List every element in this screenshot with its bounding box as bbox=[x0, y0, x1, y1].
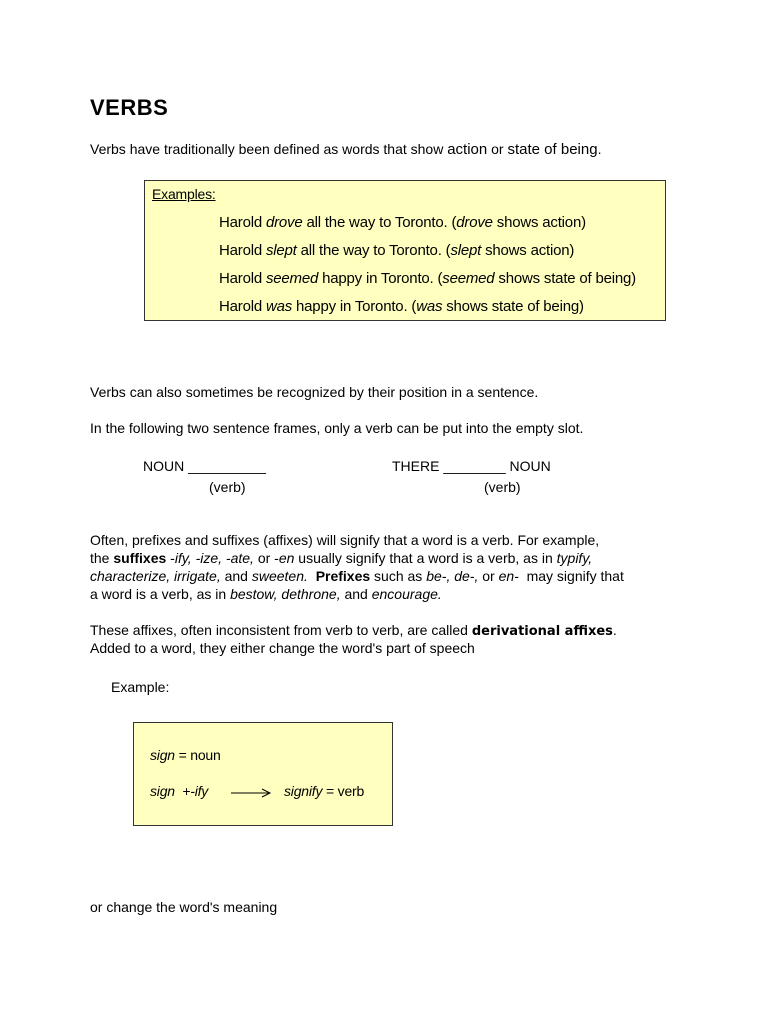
intro-paragraph bbox=[90, 140, 601, 159]
example-text: Harold bbox=[219, 298, 266, 315]
suffix-examples: ify, -ize, -ate, bbox=[174, 550, 254, 566]
verb-examples: sweeten. bbox=[251, 568, 308, 584]
example-row bbox=[219, 214, 586, 231]
page-title: VERBS bbox=[90, 95, 169, 120]
text: such as bbox=[370, 568, 427, 584]
closing-paragraph: or change the word's meaning bbox=[90, 899, 278, 915]
text: = noun bbox=[174, 747, 221, 763]
example-verb: seemed bbox=[442, 270, 495, 287]
text: or - bbox=[253, 550, 279, 566]
example-text: shows state of being) bbox=[494, 270, 636, 287]
prefix-examples: en- bbox=[498, 568, 519, 584]
text: = verb bbox=[322, 783, 365, 799]
derivational-line-1 bbox=[90, 621, 617, 641]
intro-state: state of being bbox=[507, 141, 598, 158]
verb-examples: typify, bbox=[556, 550, 593, 566]
text: usually signify that a word is a verb, as in bbox=[294, 550, 557, 566]
example-verb: drove bbox=[456, 214, 493, 231]
verb-examples: characterize, irrigate, bbox=[90, 568, 221, 584]
text: and bbox=[220, 568, 252, 584]
example-text: shows state of being) bbox=[442, 298, 584, 315]
examples-heading: Examples: bbox=[152, 186, 216, 202]
frames-paragraph: In the following two sentence frames, only a verb can be put into the empty slot. bbox=[90, 420, 584, 436]
arrow-right-icon bbox=[231, 787, 273, 799]
example-text: shows action) bbox=[492, 214, 586, 231]
frame-left-sub: (verb) bbox=[209, 479, 246, 495]
verb-examples: encourage. bbox=[371, 586, 442, 602]
verb-examples: bestow, dethrone, bbox=[230, 586, 341, 602]
prefixes-term: Prefixes bbox=[315, 568, 371, 584]
intro-end: . bbox=[597, 141, 602, 157]
example-row bbox=[219, 270, 636, 287]
derivational-line-2: Added to a word, they either change the word's part of speech bbox=[90, 640, 475, 656]
frame-right-sub: (verb) bbox=[484, 479, 521, 495]
example-text: happy in Toronto. ( bbox=[292, 298, 417, 315]
example-verb: was bbox=[265, 298, 293, 315]
affixes-line-1: Often, prefixes and suffixes (affixes) will signify that a word is a verb. For example, bbox=[90, 532, 600, 548]
sign-result bbox=[284, 783, 364, 799]
frame-left: NOUN __________ bbox=[143, 458, 266, 474]
example-verb: slept bbox=[450, 242, 482, 259]
example-text: Harold bbox=[219, 214, 266, 231]
example-label: Example: bbox=[111, 679, 170, 695]
text: and bbox=[340, 586, 372, 602]
text: - bbox=[166, 550, 175, 566]
text: may signify that bbox=[518, 568, 624, 584]
sign-word: sign bbox=[150, 747, 175, 763]
text: . bbox=[612, 622, 617, 638]
intro-text: Verbs have traditionally been defined as words that show bbox=[90, 141, 448, 157]
text: the bbox=[90, 550, 114, 566]
affixes-line-3 bbox=[90, 567, 624, 585]
sign-row-1 bbox=[150, 747, 221, 763]
intro-action: action bbox=[447, 141, 488, 158]
example-verb: seemed bbox=[265, 270, 319, 287]
example-verb: slept bbox=[265, 242, 297, 259]
sign-row-2 bbox=[150, 783, 208, 799]
example-text: happy in Toronto. ( bbox=[318, 270, 443, 287]
frame-right: THERE ________ NOUN bbox=[392, 458, 551, 474]
example-text: Harold bbox=[219, 242, 266, 259]
prefix-examples: be-, de-, bbox=[426, 568, 479, 584]
examples-box bbox=[144, 180, 666, 321]
example-row bbox=[219, 298, 584, 315]
suffix-examples: en bbox=[278, 550, 295, 566]
intro-or: or bbox=[487, 141, 508, 157]
example-text: Harold bbox=[219, 270, 266, 287]
position-paragraph: Verbs can also sometimes be recognized by their position in a sentence. bbox=[90, 384, 539, 400]
example-row bbox=[219, 242, 574, 259]
suffix: +-ify bbox=[174, 783, 209, 799]
text: or bbox=[478, 568, 499, 584]
suffixes-term: suffixes bbox=[113, 550, 167, 566]
example-verb: was bbox=[416, 298, 443, 315]
sign-box bbox=[133, 722, 393, 826]
example-verb: drove bbox=[265, 214, 303, 231]
text: These affixes, often inconsistent from verb to verb, are called bbox=[90, 622, 472, 638]
affixes-line-4 bbox=[90, 585, 442, 603]
text: a word is a verb, as in bbox=[90, 586, 231, 602]
sign-word: sign bbox=[150, 783, 175, 799]
result-word: signify bbox=[284, 783, 323, 799]
derivational-affixes-term: derivational affixes bbox=[471, 624, 613, 639]
example-text: shows action) bbox=[481, 242, 575, 259]
text bbox=[308, 568, 316, 584]
affixes-line-2 bbox=[90, 549, 592, 567]
example-text: all the way to Toronto. ( bbox=[296, 242, 451, 259]
example-text: all the way to Toronto. ( bbox=[302, 214, 457, 231]
